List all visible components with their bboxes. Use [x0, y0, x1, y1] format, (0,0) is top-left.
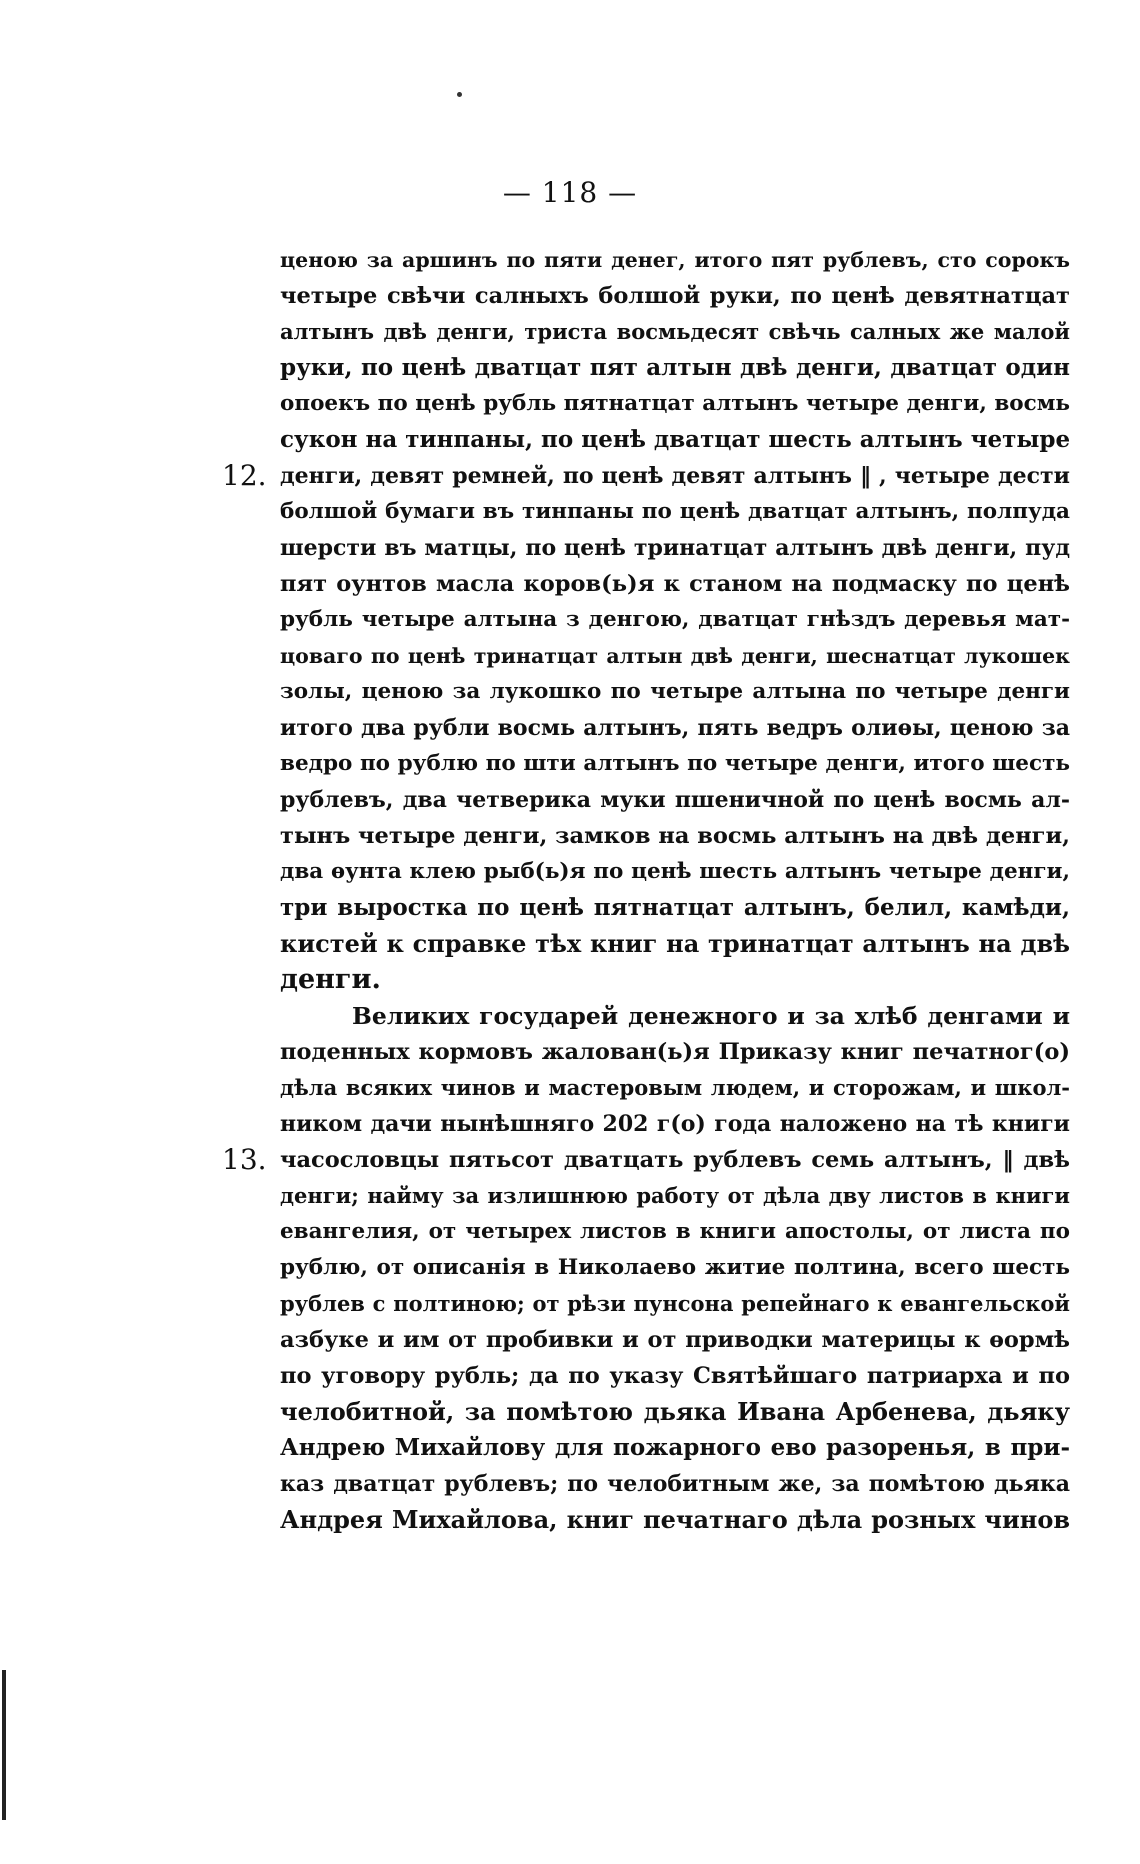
text-line: сукон на тинпаны, по ценѣ дватцат шесть алтынъ четыре	[280, 426, 1071, 453]
text-line: цоваго по ценѣ тринатцат алтын двѣ денги, шеснатцат лукошек	[280, 644, 1070, 668]
text-line: руки, по ценѣ дватцат пят алтын двѣ денги, дватцат один	[280, 354, 1070, 381]
text-line: каз дватцат рублевъ; по челобитным же, за помѣтою дьяка	[280, 1471, 1070, 1497]
text-line: поденных кормовъ жалован(ь)я Приказу книг печатног(о)	[280, 1039, 1070, 1065]
page-number: — 118 —	[502, 176, 638, 209]
text-line: болшой бумаги въ тинпаны по ценѣ дватцат алтынъ, полпуда	[280, 499, 1070, 524]
text-line: три выростка по ценѣ пятнатцат алтынъ, белил, камѣди,	[280, 894, 1070, 921]
text-line: часословцы пятьсот дватцать рублевъ семь алтынъ, ‖ двѣ	[280, 1147, 1070, 1173]
text-line: алтынъ двѣ денги, триста восмьдесят свѣчь салных же малой	[280, 319, 1070, 344]
text-line: тынъ четыре денги, замков на восмь алтынъ на двѣ денги,	[280, 823, 1070, 849]
text-line: кистей к справке тѣх книг на тринатцат алтынъ на двѣ	[280, 929, 1070, 958]
text-line: ником дачи нынѣшняго 202 г(о) года наложено на тѣ книги	[280, 1111, 1070, 1137]
text-line: денги, девят ремней, по ценѣ девят алтынъ ‖ , четыре дести	[280, 463, 1070, 489]
text-line: Андрею Михайлову для пожарного ево разоренья, в при-	[280, 1434, 1070, 1461]
text-line: рубль четыре алтына з денгою, дватцат гнѣздъ деревья мат-	[280, 607, 1070, 632]
text-line: рублевъ, два четверика муки пшеничной по ценѣ восмь ал-	[280, 787, 1070, 813]
text-line: рублю, от описанія в Николаево житие полтина, всего шесть	[280, 1255, 1070, 1280]
text-line: пят оунтов масла коров(ь)я к станом на подмаску по ценѣ	[280, 571, 1070, 597]
margin-number-12: 12.	[222, 459, 267, 492]
speck-mark	[457, 92, 462, 97]
text-line: четыре свѣчи салныхъ болшой руки, по ценѣ девятнатцат	[280, 283, 1070, 309]
paragraph-start-line: Великих государей денежного и за хлѣб денгами и	[352, 1002, 1070, 1030]
text-line: по уговору рубль; да по указу Святѣйшаго патриарха и по	[280, 1363, 1070, 1389]
text-line: два ѳунта клею рыб(ь)я по ценѣ шесть алтынъ четыре денги,	[280, 859, 1070, 884]
text-line: опоекъ по ценѣ рубль пятнатцат алтынъ четыре денги, восмь	[280, 391, 1070, 416]
text-line: Андрея Михайлова, книг печатнаго дѣла розных чинов	[280, 1505, 1070, 1534]
text-line: шерсти въ матцы, по ценѣ тринатцат алтынъ двѣ денги, пуд	[280, 535, 1070, 561]
text-line: азбуке и им от пробивки и от приводки материцы к ѳормѣ	[280, 1327, 1070, 1353]
text-line: рублев с полтиною; от рѣзи пунсона репейнаго к евангельской	[280, 1291, 1070, 1316]
text-line: челобитной, за помѣтою дьяка Ивана Арбенева, дьяку	[280, 1397, 1070, 1426]
text-line: итого два рубли восмь алтынъ, пять ведръ олиѳы, ценою за	[280, 715, 1070, 741]
text-line: золы, ценою за лукошко по четыре алтына по четыре денги	[280, 679, 1070, 704]
text-line: денги.	[280, 964, 381, 995]
text-line: ведро по рублю по шти алтынъ по четыре денги, итого шесть	[280, 751, 1070, 776]
text-line: дѣла всяких чинов и мастеровым людем, и сторожам, и школ-	[280, 1075, 1070, 1100]
margin-number-13: 13.	[222, 1143, 267, 1176]
text-line: денги; найму за излишнюю работу от дѣла дву листов в книги	[280, 1183, 1070, 1208]
text-line: ценою за аршинъ по пяти денег, итого пят рублевъ, сто сорокъ	[280, 248, 1070, 272]
text-line: евангелия, от четырех листов в книги апостолы, от листа по	[280, 1219, 1070, 1244]
scan-edge-mark	[2, 1670, 6, 1820]
